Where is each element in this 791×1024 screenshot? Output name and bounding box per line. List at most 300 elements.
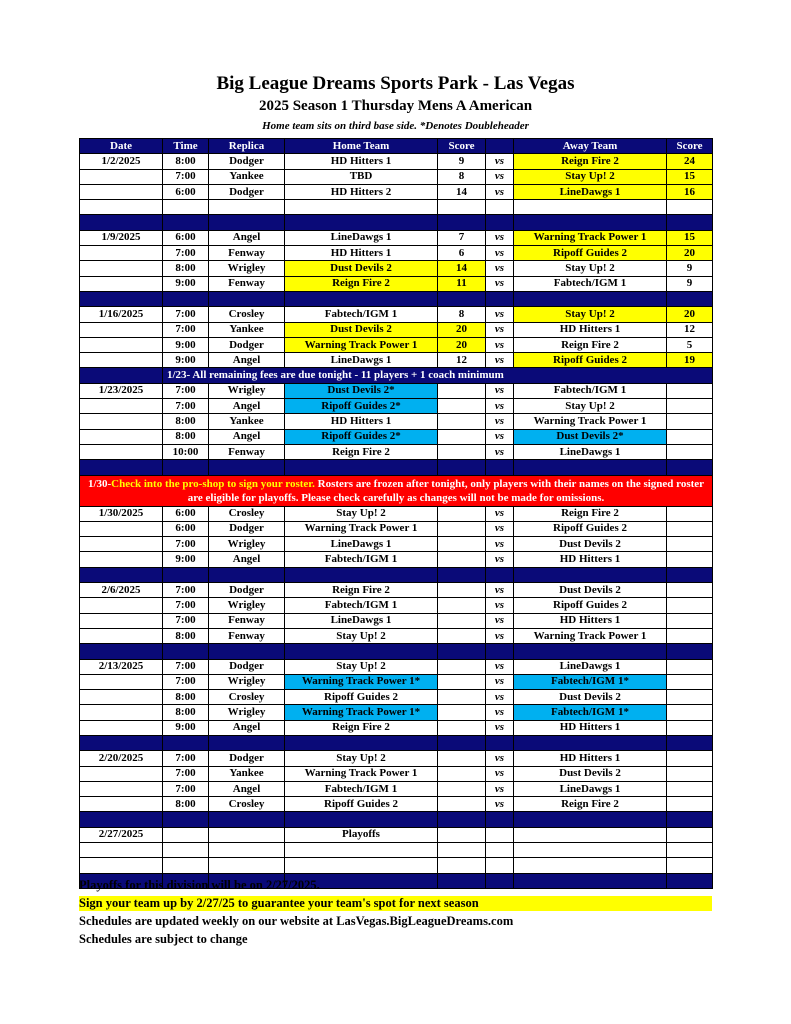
away-team-cell: Fabtech/IGM 1* xyxy=(514,674,667,689)
time-cell: 7:00 xyxy=(163,322,209,337)
home-team-cell: Stay Up! 2 xyxy=(285,506,438,521)
game-row xyxy=(80,552,713,567)
vs-cell: vs xyxy=(486,705,514,720)
home-score-cell: 8 xyxy=(438,307,486,322)
vs-cell: vs xyxy=(486,276,514,291)
game-row xyxy=(80,184,713,199)
time-cell: 9:00 xyxy=(163,276,209,291)
separator-cell xyxy=(514,873,667,888)
home-score-cell: 7 xyxy=(438,230,486,245)
col-header-time: Time xyxy=(163,139,209,154)
replica-cell: Angel xyxy=(209,552,285,567)
replica-cell: Fenway xyxy=(209,613,285,628)
home-team-cell: HD Hitters 1 xyxy=(285,246,438,261)
time-cell: 10:00 xyxy=(163,444,209,459)
replica-cell xyxy=(209,827,285,842)
vs-cell: vs xyxy=(486,399,514,414)
separator-cell xyxy=(209,215,285,230)
away-score-cell: 16 xyxy=(667,184,713,199)
game-row xyxy=(80,521,713,536)
empty-cell xyxy=(667,858,713,873)
date-cell xyxy=(80,414,163,429)
date-cell xyxy=(80,184,163,199)
date-cell: 1/16/2025 xyxy=(80,307,163,322)
vs-cell: vs xyxy=(486,322,514,337)
home-score-cell: 8 xyxy=(438,169,486,184)
separator-cell xyxy=(486,644,514,659)
playoff-row xyxy=(80,827,713,842)
empty-cell xyxy=(667,843,713,858)
time-cell: 7:00 xyxy=(163,659,209,674)
home-score-cell xyxy=(438,613,486,628)
home-score-cell xyxy=(438,444,486,459)
home-team-cell: Reign Fire 2 xyxy=(285,720,438,735)
time-cell: 7:00 xyxy=(163,766,209,781)
separator-cell xyxy=(80,460,163,475)
home-score-cell: 6 xyxy=(438,246,486,261)
game-row xyxy=(80,659,713,674)
game-row xyxy=(80,230,713,245)
away-team-cell: Reign Fire 2 xyxy=(514,154,667,169)
replica-cell: Fenway xyxy=(209,628,285,643)
empty-cell xyxy=(667,200,713,215)
date-cell xyxy=(80,705,163,720)
away-team-cell: HD Hitters 1 xyxy=(514,720,667,735)
date-cell: 2/20/2025 xyxy=(80,751,163,766)
away-team-cell: Ripoff Guides 2 xyxy=(514,353,667,368)
home-team-cell: Dust Devils 2* xyxy=(285,383,438,398)
time-cell: 7:00 xyxy=(163,598,209,613)
game-row xyxy=(80,261,713,276)
replica-cell: Crosley xyxy=(209,506,285,521)
replica-cell: Wrigley xyxy=(209,705,285,720)
time-cell: 7:00 xyxy=(163,583,209,598)
home-team-cell: LineDawgs 1 xyxy=(285,353,438,368)
home-team-cell: LineDawgs 1 xyxy=(285,230,438,245)
separator-cell xyxy=(163,215,209,230)
separator-cell xyxy=(514,644,667,659)
replica-cell: Yankee xyxy=(209,169,285,184)
date-cell xyxy=(80,521,163,536)
home-team-cell: Dust Devils 2 xyxy=(285,322,438,337)
week-separator xyxy=(80,215,713,230)
home-score-cell xyxy=(438,766,486,781)
date-cell: 1/2/2025 xyxy=(80,154,163,169)
away-score-cell xyxy=(667,583,713,598)
away-team-cell: Reign Fire 2 xyxy=(514,797,667,812)
game-row xyxy=(80,598,713,613)
date-cell xyxy=(80,552,163,567)
vs-cell: vs xyxy=(486,383,514,398)
game-row xyxy=(80,154,713,169)
separator-cell xyxy=(285,215,438,230)
separator-cell xyxy=(667,873,713,888)
separator-cell xyxy=(514,567,667,582)
empty-cell xyxy=(163,843,209,858)
away-score-cell xyxy=(667,797,713,812)
replica-cell: Crosley xyxy=(209,797,285,812)
col-header-replica: Replica xyxy=(209,139,285,154)
home-score-cell: 14 xyxy=(438,261,486,276)
replica-cell: Dodger xyxy=(209,184,285,199)
away-score-cell xyxy=(667,674,713,689)
website-note: Schedules are updated weekly on our website at LasVegas.BigLeagueDreams.com xyxy=(79,914,514,928)
time-cell: 7:00 xyxy=(163,613,209,628)
replica-cell: Wrigley xyxy=(209,537,285,552)
away-team-cell: LineDawgs 1 xyxy=(514,184,667,199)
empty-cell xyxy=(667,827,713,842)
vs-cell: vs xyxy=(486,781,514,796)
away-team-cell: Dust Devils 2 xyxy=(514,766,667,781)
separator-cell xyxy=(514,215,667,230)
away-team-cell: Ripoff Guides 2 xyxy=(514,246,667,261)
away-score-cell xyxy=(667,506,713,521)
game-row xyxy=(80,399,713,414)
week-separator xyxy=(80,567,713,582)
vs-cell: vs xyxy=(486,353,514,368)
vs-cell: vs xyxy=(486,246,514,261)
vs-cell: vs xyxy=(486,613,514,628)
away-team-cell: Stay Up! 2 xyxy=(514,307,667,322)
date-cell xyxy=(80,613,163,628)
vs-cell: vs xyxy=(486,521,514,536)
home-score-cell: 9 xyxy=(438,154,486,169)
separator-cell xyxy=(285,812,438,827)
separator-cell xyxy=(486,873,514,888)
time-cell: 7:00 xyxy=(163,399,209,414)
away-score-cell xyxy=(667,720,713,735)
schedule-body xyxy=(80,154,713,889)
empty-cell xyxy=(438,843,486,858)
away-score-cell xyxy=(667,521,713,536)
home-team-cell: Fabtech/IGM 1 xyxy=(285,307,438,322)
col-header-home-score: Score xyxy=(438,139,486,154)
empty-cell xyxy=(285,843,438,858)
date-cell: 2/27/2025 xyxy=(80,827,163,842)
separator-cell xyxy=(514,812,667,827)
separator-cell xyxy=(514,735,667,750)
away-score-cell xyxy=(667,766,713,781)
time-cell: 8:00 xyxy=(163,628,209,643)
separator-cell xyxy=(285,460,438,475)
separator-cell xyxy=(438,291,486,306)
away-team-cell: Warning Track Power 1 xyxy=(514,230,667,245)
date-cell xyxy=(80,399,163,414)
time-cell: 8:00 xyxy=(163,261,209,276)
home-team-cell: Reign Fire 2 xyxy=(285,444,438,459)
game-row xyxy=(80,246,713,261)
away-score-cell xyxy=(667,383,713,398)
time-cell: 7:00 xyxy=(163,674,209,689)
vs-cell: vs xyxy=(486,690,514,705)
separator-cell xyxy=(667,215,713,230)
roster-notice-text: Rosters are frozen after tonight, only players with their names on the signed roster are eligible for playoffs. Please check carefully as changes will not be made for omissions. xyxy=(187,477,705,504)
game-row xyxy=(80,766,713,781)
home-team-cell: Reign Fire 2 xyxy=(285,583,438,598)
separator-cell xyxy=(438,873,486,888)
time-cell: 8:00 xyxy=(163,154,209,169)
date-cell xyxy=(80,674,163,689)
date-cell xyxy=(80,337,163,352)
time-cell: 9:00 xyxy=(163,337,209,352)
game-row xyxy=(80,674,713,689)
col-header-away-team: Away Team xyxy=(514,139,667,154)
empty-cell xyxy=(80,858,163,873)
away-score-cell: 9 xyxy=(667,276,713,291)
time-cell: 6:00 xyxy=(163,184,209,199)
separator-cell xyxy=(80,215,163,230)
vs-cell: vs xyxy=(486,307,514,322)
home-score-cell xyxy=(438,720,486,735)
time-cell: 6:00 xyxy=(163,521,209,536)
separator-cell xyxy=(667,291,713,306)
replica-cell: Angel xyxy=(209,429,285,444)
vs-cell: vs xyxy=(486,751,514,766)
game-row xyxy=(80,705,713,720)
away-team-cell: HD Hitters 1 xyxy=(514,613,667,628)
home-team-cell: Reign Fire 2 xyxy=(285,276,438,291)
home-team-cell: Ripoff Guides 2 xyxy=(285,797,438,812)
away-score-cell xyxy=(667,628,713,643)
home-score-cell xyxy=(438,751,486,766)
date-cell xyxy=(80,169,163,184)
separator-cell xyxy=(285,567,438,582)
date-cell: 2/13/2025 xyxy=(80,659,163,674)
home-team-cell: Ripoff Guides 2 xyxy=(285,690,438,705)
empty-cell xyxy=(514,200,667,215)
home-score-cell xyxy=(438,659,486,674)
separator-cell xyxy=(667,644,713,659)
away-team-cell: Warning Track Power 1 xyxy=(514,628,667,643)
date-cell: 1/23/2025 xyxy=(80,383,163,398)
replica-cell: Dodger xyxy=(209,751,285,766)
away-team-cell: Stay Up! 2 xyxy=(514,399,667,414)
away-score-cell xyxy=(667,751,713,766)
date-cell xyxy=(80,690,163,705)
game-row xyxy=(80,506,713,521)
away-team-cell: Reign Fire 2 xyxy=(514,506,667,521)
separator-cell xyxy=(163,460,209,475)
time-cell: 8:00 xyxy=(163,690,209,705)
replica-cell: Angel xyxy=(209,720,285,735)
separator-cell xyxy=(80,735,163,750)
away-score-cell: 20 xyxy=(667,307,713,322)
home-team-cell: Fabtech/IGM 1 xyxy=(285,598,438,613)
separator-cell xyxy=(486,291,514,306)
replica-cell: Dodger xyxy=(209,154,285,169)
roster-notice-highlight: Check into the pro-shop to sign your roster. xyxy=(111,477,315,490)
vs-cell: vs xyxy=(486,261,514,276)
away-team-cell: HD Hitters 1 xyxy=(514,751,667,766)
game-row xyxy=(80,537,713,552)
week-separator xyxy=(80,291,713,306)
home-score-cell: 20 xyxy=(438,322,486,337)
empty-cell xyxy=(514,843,667,858)
away-score-cell: 15 xyxy=(667,230,713,245)
vs-cell: vs xyxy=(486,444,514,459)
away-team-cell: Dust Devils 2 xyxy=(514,583,667,598)
away-team-cell: LineDawgs 1 xyxy=(514,444,667,459)
date-cell xyxy=(80,353,163,368)
home-score-cell: 14 xyxy=(438,184,486,199)
col-header-date: Date xyxy=(80,139,163,154)
separator-cell xyxy=(285,644,438,659)
vs-cell: vs xyxy=(486,552,514,567)
separator-cell xyxy=(486,215,514,230)
away-team-cell: Dust Devils 2* xyxy=(514,429,667,444)
away-score-cell: 5 xyxy=(667,337,713,352)
home-score-cell xyxy=(438,537,486,552)
separator-cell xyxy=(209,644,285,659)
empty-cell xyxy=(486,827,514,842)
home-score-cell xyxy=(438,690,486,705)
time-cell: 6:00 xyxy=(163,230,209,245)
home-score-cell xyxy=(438,383,486,398)
separator-cell xyxy=(209,291,285,306)
away-score-cell: 9 xyxy=(667,261,713,276)
home-score-cell xyxy=(438,414,486,429)
replica-cell: Wrigley xyxy=(209,261,285,276)
separator-cell xyxy=(667,735,713,750)
separator-cell xyxy=(514,291,667,306)
separator-cell xyxy=(285,735,438,750)
empty-cell xyxy=(285,858,438,873)
vs-cell: vs xyxy=(486,659,514,674)
separator-cell xyxy=(209,567,285,582)
separator-cell xyxy=(486,735,514,750)
away-team-cell: Ripoff Guides 2 xyxy=(514,521,667,536)
home-team-cell: HD Hitters 1 xyxy=(285,414,438,429)
away-team-cell: Warning Track Power 1 xyxy=(514,414,667,429)
home-team-cell: HD Hitters 2 xyxy=(285,184,438,199)
separator-cell xyxy=(438,812,486,827)
away-score-cell xyxy=(667,399,713,414)
home-team-cell: Warning Track Power 1* xyxy=(285,674,438,689)
home-team-cell: Stay Up! 2 xyxy=(285,751,438,766)
home-team-cell: Fabtech/IGM 1 xyxy=(285,552,438,567)
separator-cell xyxy=(667,567,713,582)
separator-cell xyxy=(163,812,209,827)
home-team-cell: Stay Up! 2 xyxy=(285,659,438,674)
game-row xyxy=(80,353,713,368)
separator-cell xyxy=(163,735,209,750)
home-team-cell: LineDawgs 1 xyxy=(285,613,438,628)
separator-cell xyxy=(514,460,667,475)
replica-cell: Dodger xyxy=(209,583,285,598)
home-score-cell: 11 xyxy=(438,276,486,291)
game-row xyxy=(80,720,713,735)
home-score-cell xyxy=(438,705,486,720)
separator-cell xyxy=(486,460,514,475)
time-cell: 7:00 xyxy=(163,781,209,796)
vs-cell: vs xyxy=(486,766,514,781)
home-team-cell: Stay Up! 2 xyxy=(285,628,438,643)
home-score-cell xyxy=(438,628,486,643)
separator-cell xyxy=(438,735,486,750)
home-team-cell: Warning Track Power 1* xyxy=(285,705,438,720)
time-cell: 7:00 xyxy=(163,307,209,322)
away-score-cell xyxy=(667,552,713,567)
playoffs-note: Playoffs for this division will be on 2/27/2025. xyxy=(79,878,320,892)
doubleheader-note: Home team sits on third base side. *Denotes Doubleheader xyxy=(262,120,529,132)
separator-cell xyxy=(80,644,163,659)
vs-cell: vs xyxy=(486,184,514,199)
time-cell: 8:00 xyxy=(163,414,209,429)
time-cell xyxy=(163,827,209,842)
away-team-cell: Ripoff Guides 2 xyxy=(514,598,667,613)
replica-cell: Yankee xyxy=(209,414,285,429)
away-team-cell: LineDawgs 1 xyxy=(514,659,667,674)
home-score-cell xyxy=(438,583,486,598)
separator-cell xyxy=(209,735,285,750)
col-header-vs xyxy=(486,139,514,154)
replica-cell: Angel xyxy=(209,230,285,245)
date-cell xyxy=(80,797,163,812)
date-cell xyxy=(80,261,163,276)
replica-cell: Wrigley xyxy=(209,674,285,689)
replica-cell: Crosley xyxy=(209,690,285,705)
away-score-cell xyxy=(667,429,713,444)
empty-cell xyxy=(209,858,285,873)
away-score-cell xyxy=(667,690,713,705)
game-row xyxy=(80,429,713,444)
schedule-table xyxy=(79,138,713,889)
time-cell: 9:00 xyxy=(163,353,209,368)
empty-cell xyxy=(486,200,514,215)
home-team-cell: Dust Devils 2 xyxy=(285,261,438,276)
away-team-cell: Dust Devils 2 xyxy=(514,537,667,552)
empty-cell xyxy=(209,200,285,215)
home-team-cell: Ripoff Guides 2* xyxy=(285,399,438,414)
away-score-cell: 19 xyxy=(667,353,713,368)
replica-cell: Dodger xyxy=(209,659,285,674)
away-team-cell: Dust Devils 2 xyxy=(514,690,667,705)
separator-cell xyxy=(163,644,209,659)
game-row xyxy=(80,797,713,812)
time-cell: 6:00 xyxy=(163,506,209,521)
empty-cell xyxy=(80,843,163,858)
away-team-cell: Stay Up! 2 xyxy=(514,261,667,276)
home-team-cell: Warning Track Power 1 xyxy=(285,521,438,536)
game-row xyxy=(80,383,713,398)
game-row xyxy=(80,337,713,352)
time-cell: 9:00 xyxy=(163,720,209,735)
time-cell: 7:00 xyxy=(163,751,209,766)
vs-cell: vs xyxy=(486,169,514,184)
empty-cell xyxy=(438,200,486,215)
separator-cell xyxy=(163,291,209,306)
away-score-cell xyxy=(667,705,713,720)
vs-cell: vs xyxy=(486,429,514,444)
replica-cell: Dodger xyxy=(209,337,285,352)
home-score-cell xyxy=(438,598,486,613)
away-team-cell: Reign Fire 2 xyxy=(514,337,667,352)
away-team-cell: HD Hitters 1 xyxy=(514,552,667,567)
date-cell xyxy=(80,322,163,337)
away-team-cell: HD Hitters 1 xyxy=(514,322,667,337)
empty-cell xyxy=(209,843,285,858)
week-separator xyxy=(80,735,713,750)
home-score-cell xyxy=(438,552,486,567)
game-row xyxy=(80,169,713,184)
home-score-cell xyxy=(438,521,486,536)
empty-cell xyxy=(285,200,438,215)
time-cell: 8:00 xyxy=(163,429,209,444)
vs-cell: vs xyxy=(486,628,514,643)
replica-cell: Yankee xyxy=(209,322,285,337)
replica-cell: Fenway xyxy=(209,246,285,261)
playoffs-label: Playoffs xyxy=(285,827,438,842)
